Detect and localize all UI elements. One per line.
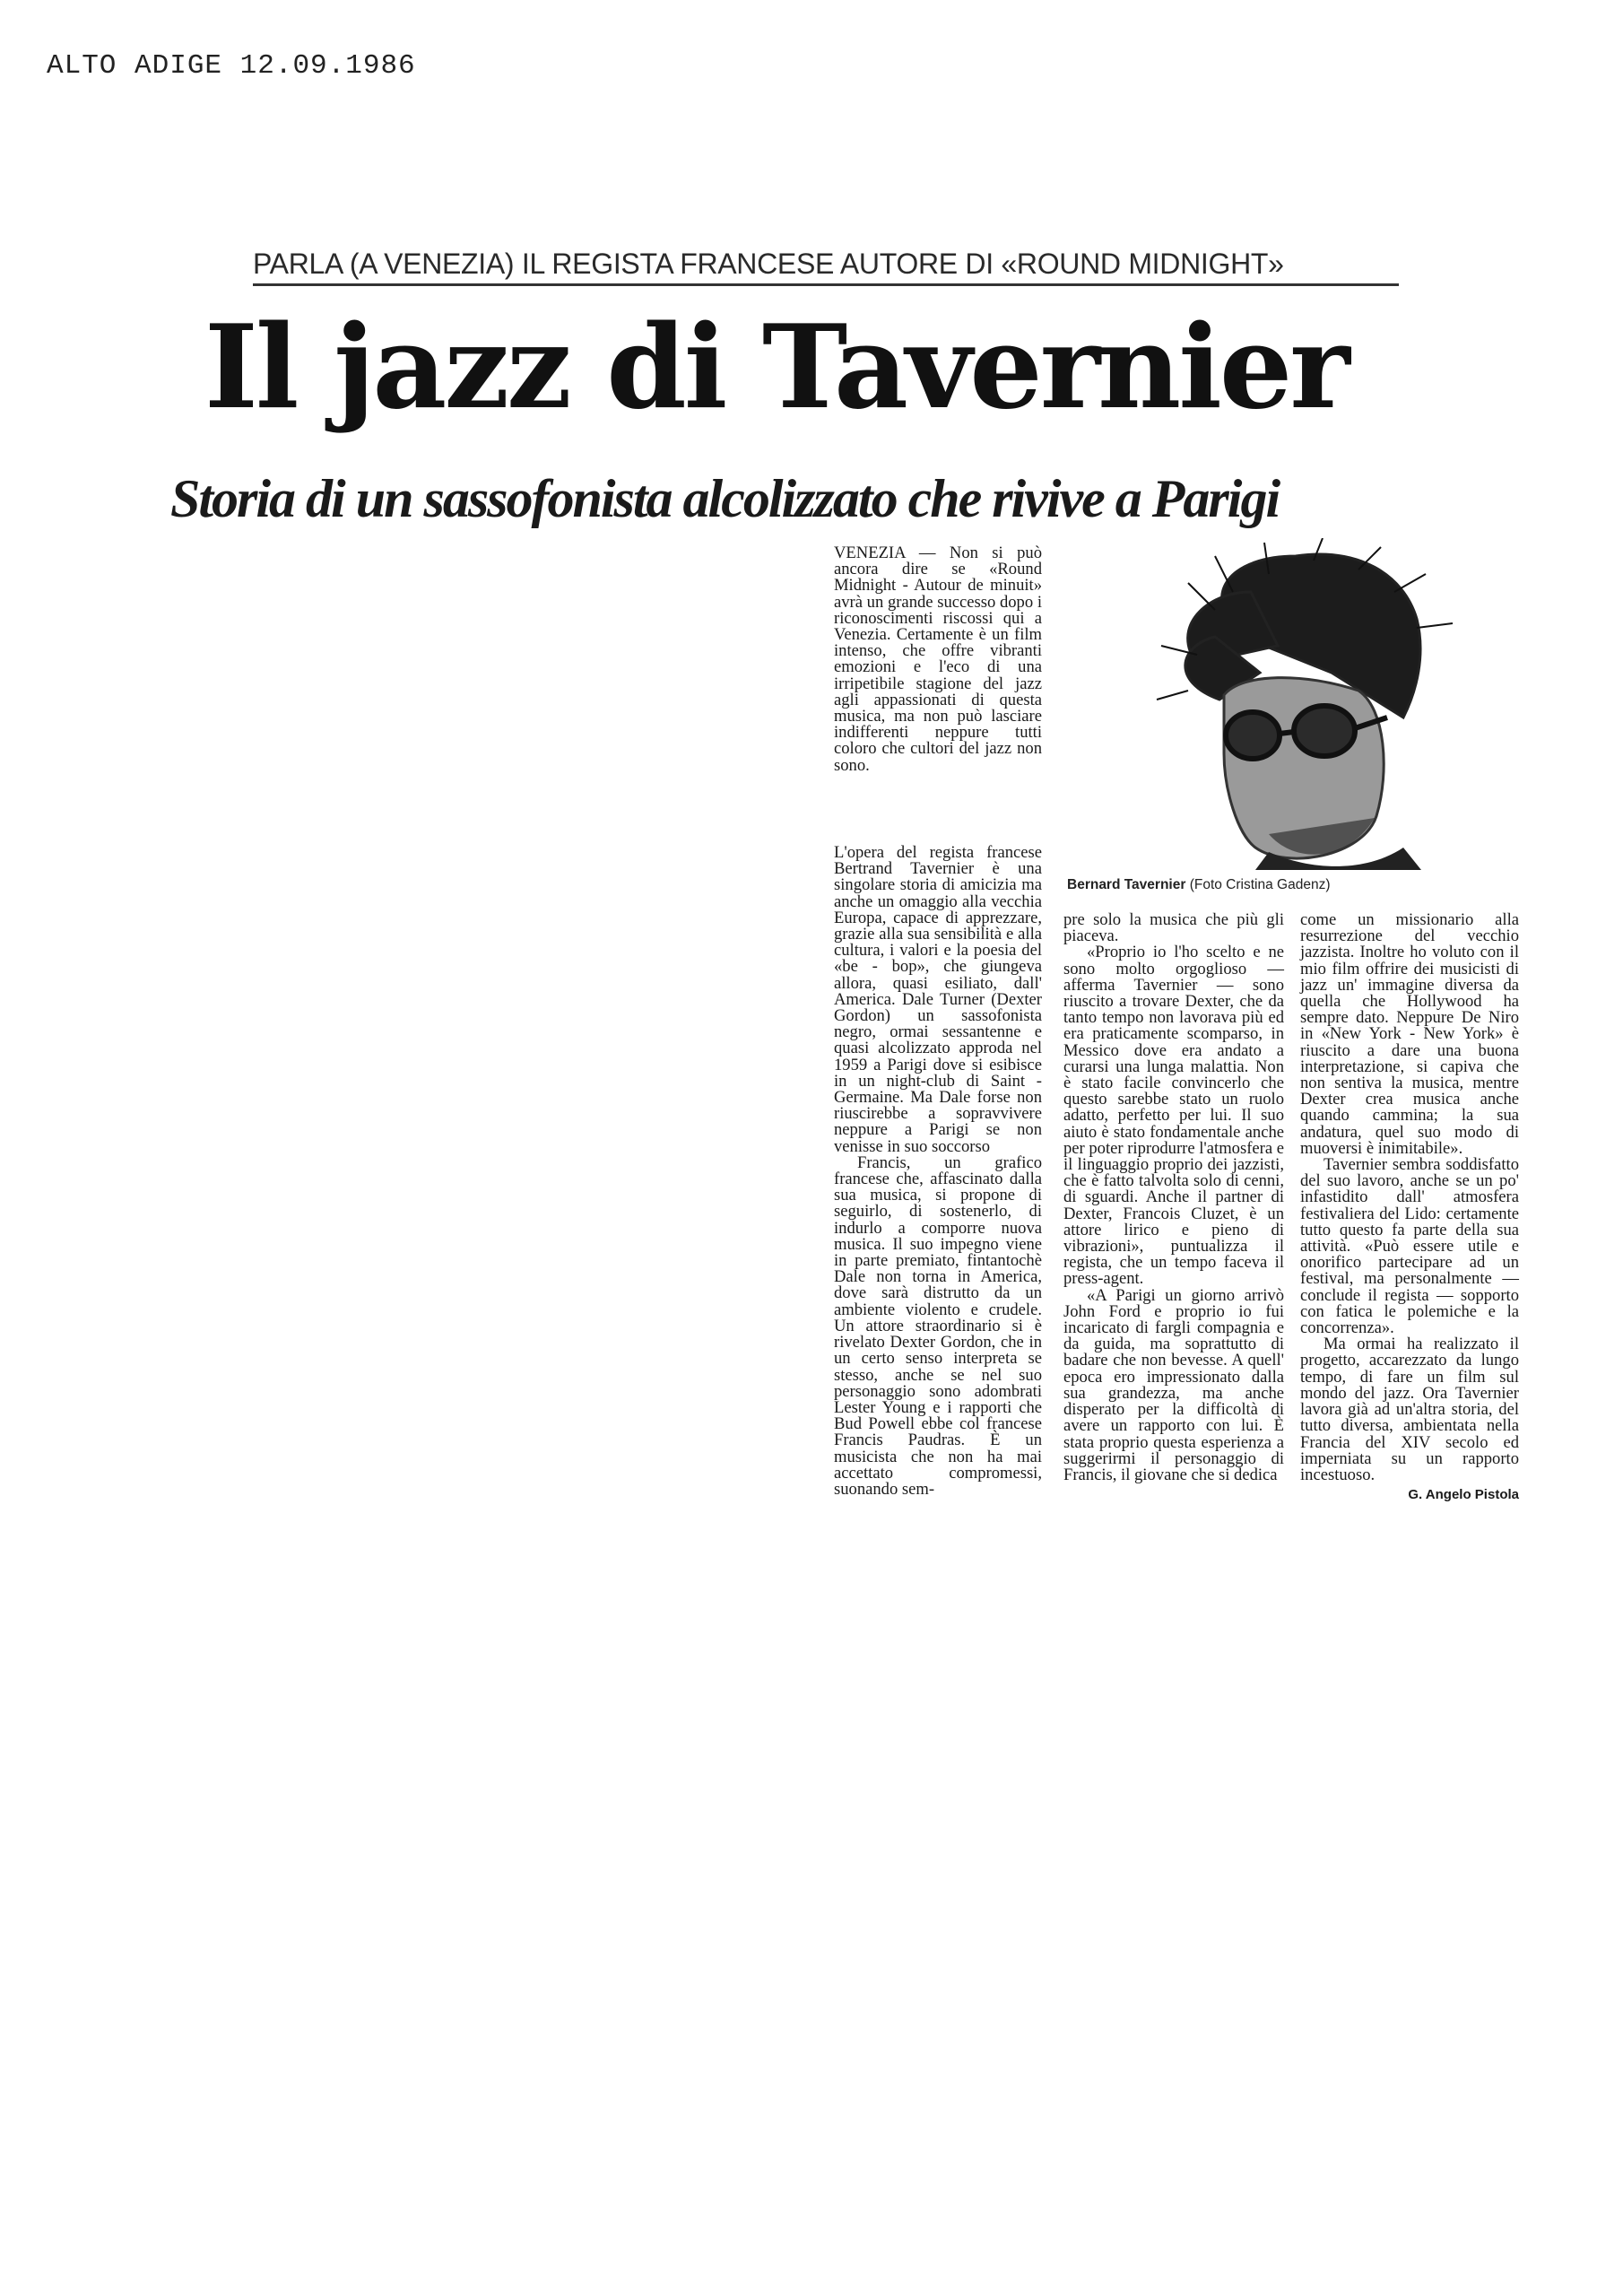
kicker-rule (253, 283, 1399, 286)
kicker: PARLA (A VENEZIA) IL REGISTA FRANCESE AUTORE DI «ROUND MIDNIGHT» (253, 248, 1284, 280)
article-column-1-bottom (834, 845, 1042, 1498)
headline: Il jazz di Tavernier (204, 300, 1348, 435)
caption-credit: (Foto Cristina Gadenz) (1189, 877, 1331, 892)
article-paragraph: «A Parigi un giorno arrivò John Ford e proprio io fui incaricato di fargli compagnia e da guida, ma soprattutto di badare che non bevesse. A quell' epoca ero impressionato dalla sua grandezza, ma anche disperato per la difficoltà di avere un rapporto con lui. È stata proprio questa esperienza a suggerirmi il personaggio di Francis, il giovane che si dedica (1063, 1285, 1284, 1484)
author-signature: G. Angelo Pistola (1408, 1487, 1519, 1503)
article-paragraph: Ma ormai ha realizzato il progetto, accarezzato da lungo tempo, di fare un film sul mondo del jazz. Ora Tavernier lavora già ad un'altra storia, del tutto diversa, ambientata nella Francia del XIV secolo ed imperniata su un rapporto incestuoso. (1300, 1335, 1519, 1484)
article-paragraph: VENEZIA — Non si può ancora dire se «Round Midnight - Autour de minuit» avrà un grande successo dopo i riconoscimenti riscossi qui a Venezia. Certamente è un film intenso, che offre vibranti emozioni e l'eco di una irripetibile stagione del jazz agli appassionati di questa musica, ma non può lasciare indifferenti neppure tutti coloro che cultori del jazz non sono. (834, 544, 1042, 775)
subhead: Storia di un sassofonista alcolizzato che rivive a Parigi (170, 469, 1280, 528)
caption-name: Bernard Tavernier (1067, 877, 1186, 892)
article-column-3 (1300, 912, 1519, 1503)
article-column-2 (1063, 912, 1284, 1483)
article-paragraph: Tavernier sembra soddisfatto del suo lavoro, anche se un po' infastidito dall' atmosfera festivaliera del Lido: certamente tutto questo fa parte della sua attività. «Può essere utile e onorifico partecipare ad un festival, ma personalmente — conclude il regista — sopporto con fatica le polemiche e la concorrenza». (1300, 1155, 1519, 1338)
article-column-1-top (834, 545, 1042, 774)
article-paragraph: L'opera del regista francese Bertrand Tavernier è una singolare storia di amicizia ma anche un omaggio alla vecchia Europa, capace di apprezzare, grazie alla sua sensibilità e alla cultura, i valori e la poesia del «be - bop», che giungeva allora, quasi esiliato, dall' America. Dale Turner (Dexter Gordon) un sassofonista negro, ormai sessantenne e quasi alcolizzato approda nel 1959 a Parigi dove si esibisce in un night-club di Saint - Germaine. Ma Dale forse non riuscirebbe a sopravvivere neppure a Parigi se non venisse in suo soccorso (834, 843, 1042, 1156)
article-paragraph: Francis, un grafico francese che, affascinato dalla sua musica, si propone di seguirlo, di sostenerlo, di indurlo a comporre nuova musica. Il suo impegno viene in parte premiato, fintantochè Dale non torna in America, dove sarà distrutto da un ambiente violento e crudele. Un attore straordinario si è rivelato Dexter Gordon, che in un certo senso interpreta se stesso, anche se nel suo personaggio sono adombrati Lester Young e i rapporti che Bud Powell ebbe col francese Francis Paudras. È un musicista che non ha mai accettato compromessi, suonando sem- (834, 1152, 1042, 1499)
article-paragraph: come un missionario alla resurrezione del vecchio jazzista. Inoltre ho voluto con il mio film offrire dei musicisti di jazz un' immagine diversa da quella che Hollywood ha sempre dato. Neppure De Niro in «New York - New York» è riuscito a dare una buona interpretazione, si capiva che non sentiva la musica, mentre Dexter crea musica anche quando cammina; la sua andatura, quel suo modo di muoversi è inimitabile». (1300, 910, 1519, 1158)
photo-caption (1067, 877, 1515, 893)
clipping-label: ALTO ADIGE 12.09.1986 (47, 50, 416, 82)
portrait-photo (1063, 538, 1520, 870)
article-paragraph: pre solo la musica che più gli piaceva. (1063, 910, 1284, 946)
article-paragraph: «Proprio io l'ho scelto e ne sono molto orgoglioso — afferma Tavernier — sono riuscito a trovare Dexter, che da tanto tempo non lavorava più ed era praticamente scomparso, in Messico dove era andato a curarsi una lunga malattia. Non è stato facile convincerlo che questo sarebbe stato un ruolo adatto, perfetto per lui. Il suo aiuto è stato fondamentale anche per poter riprodurre l'atmosfera e il linguaggio proprio dei jazzisti, che è fatto talvolta solo di cenni, di sguardi. Anche il partner di Dexter, Francois Cluzet, è un attore lirico e pieno di vibrazioni», puntualizza il regista, che un tempo faceva il press-agent. (1063, 943, 1284, 1289)
